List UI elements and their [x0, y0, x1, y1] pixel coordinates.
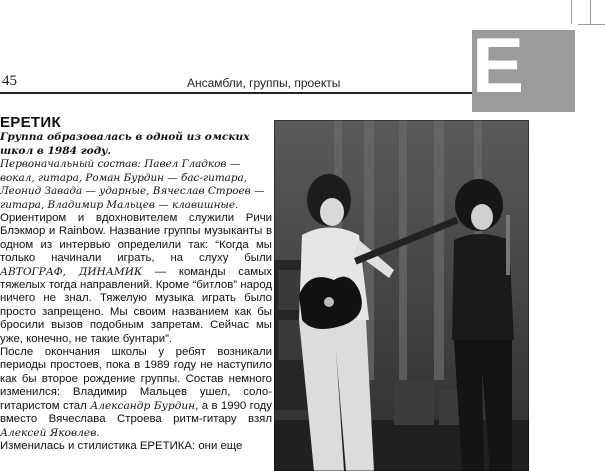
- page-header: [0, 0, 605, 109]
- paragraph-3: Изменилась и стилистика ЕРЕТИКА: они еще: [0, 439, 243, 452]
- paragraph-2-b: , а в 1990 году вместо Вячеслава Строева ритм-гитару взял: [0, 399, 272, 426]
- paragraph-2-name-2: Алексей Яковлев: [0, 426, 97, 439]
- band-concert-photo: [274, 120, 529, 471]
- paragraph-1: [0, 212, 272, 346]
- section-letter-tab: [472, 21, 575, 112]
- paragraph-2-name-1: Александр Бурдин: [90, 399, 196, 412]
- header-rule: [0, 92, 472, 94]
- paragraph-1-b: — команды самых тяжелых тогда направлений. Кроме “битлов” народ ничего не знал. Тяжелую музыка играть было просто запрещено. Мы своим названием как бы бросили вызов подобным запретам. Сейчас мы уже, конечно, не такие бунтари”.: [0, 265, 272, 345]
- paragraph-1-a: Ориентиром и вдохновителем служили Ричи Блэкмор и Rainbow. Название группы музыканты в одном из интервью определили так: “Когда мы только начинали играть, на слуху были: [0, 212, 272, 265]
- band-concert-photo-illustration: [274, 120, 529, 471]
- paragraph-1-bands: АВТОГРАФ, ДИНАМИК: [0, 265, 143, 278]
- paragraph-2-c: .: [96, 426, 100, 439]
- article-lead: Группа образовалась в одной из омских школ в 1984 году.: [0, 131, 250, 157]
- article-title: ЕРЕТИК: [0, 114, 61, 131]
- article: [0, 115, 272, 453]
- section-letter: Е: [472, 21, 525, 109]
- paragraph-2: [0, 346, 272, 440]
- article-lineup: Первоначальный состав: Павел Гладков — вокал, гитара, Роман Бурдин — бас-гитара, Леонид Завада — ударные, Вячеслав Строев — гитара, Владимир Мальцев — клавишные.: [0, 158, 265, 211]
- running-title: Ансамбли, группы, проекты: [187, 76, 341, 90]
- paragraph-2-a: После окончания школы у ребят возникали периоды простоев, пока в 1989 году не наступило как бы второе рождение группы. Состав немного изменился: Владимир Мальцев ушел, соло-гитаристом стал: [0, 346, 272, 412]
- page-number: 45: [2, 73, 17, 89]
